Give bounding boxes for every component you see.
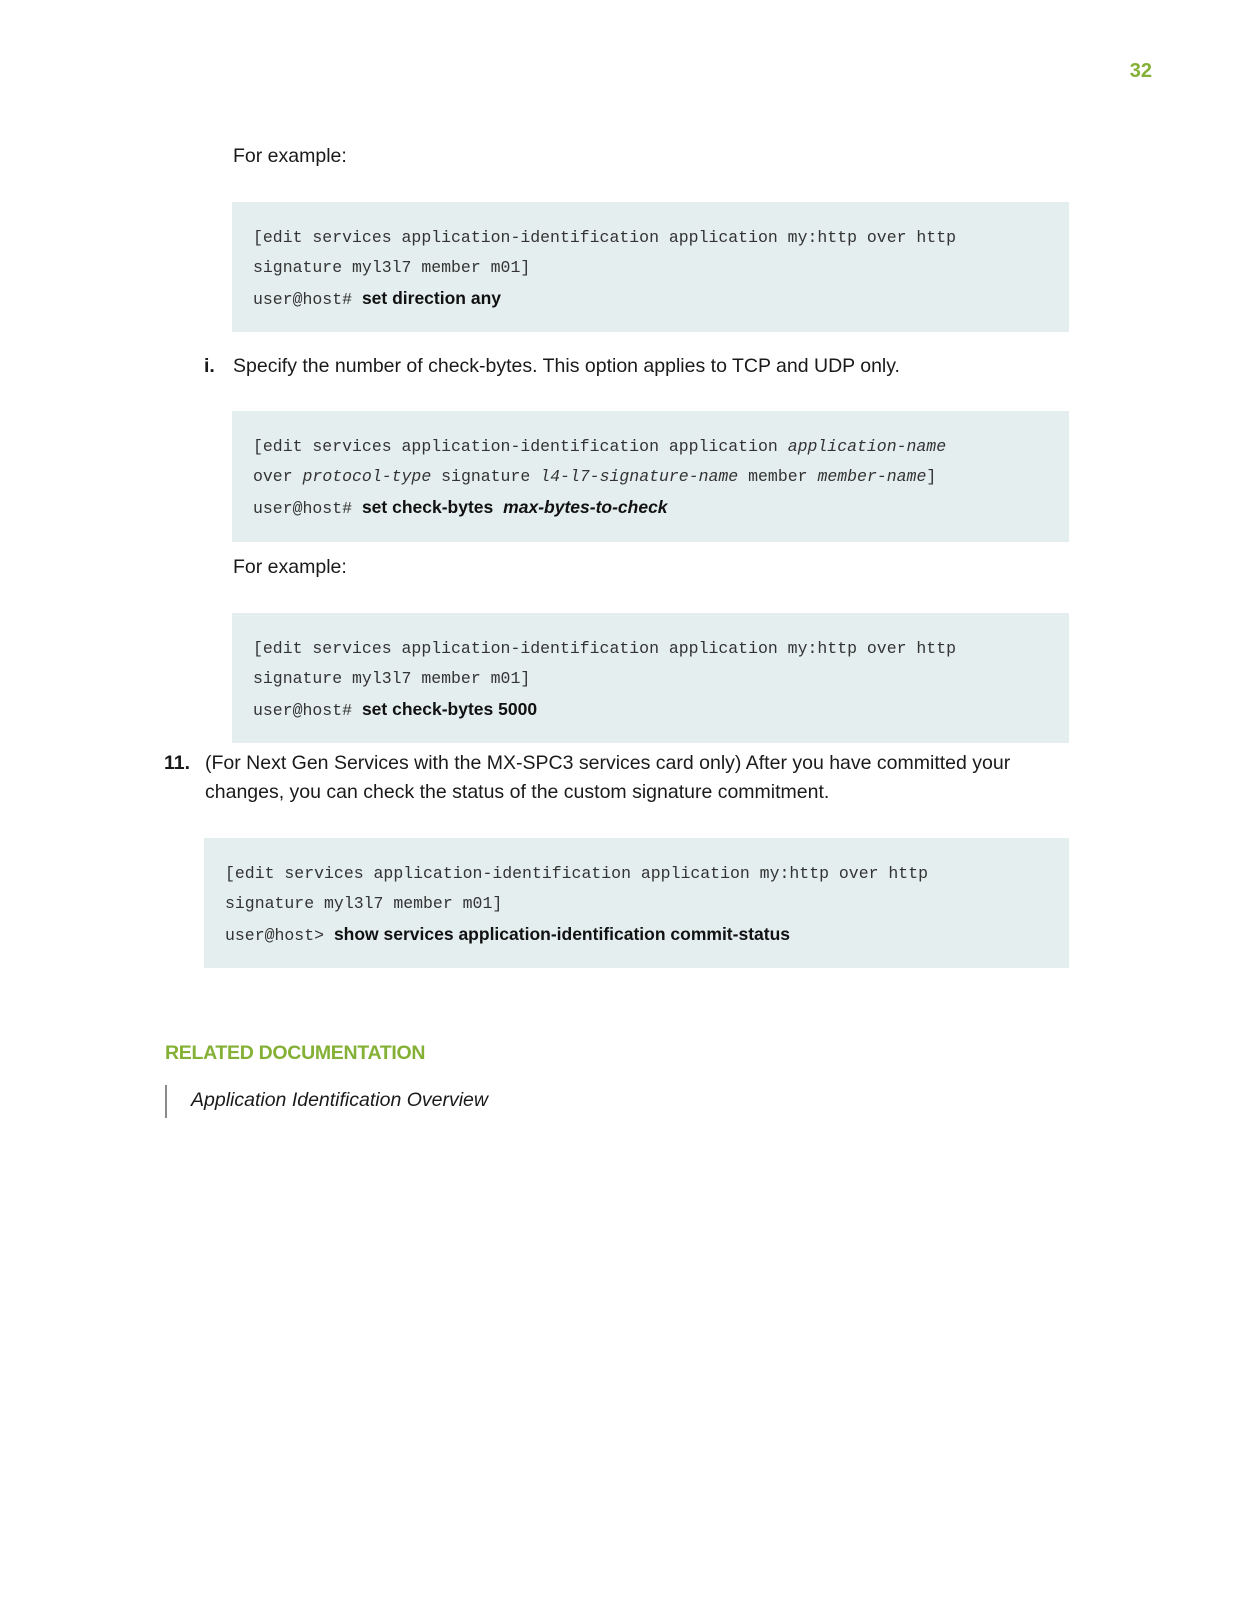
code-variable: protocol-type [302,467,432,486]
cli-command: set check-bytes 5000 [361,699,538,719]
cli-prompt: user@host# [253,290,353,309]
step-marker-i: i. [204,355,215,377]
code-variable: application-name [787,437,947,456]
code-line: [edit services application-identification application my:http over http [225,864,929,883]
cli-command: set direction any [361,288,502,308]
code-line: [edit services application-identification application my:http over http [253,639,957,658]
step-11-text-line1: (For Next Gen Services with the MX-SPC3 services card only) After you have committed your [205,752,1011,774]
code-block-commit-status [204,838,1069,968]
code-line [253,432,1049,462]
cli-prompt: user@host# [253,499,353,518]
code-text: over [253,467,303,486]
code-line [253,283,1049,315]
cli-prompt: user@host> [225,926,325,945]
related-doc-link[interactable]: Application Identification Overview [165,1085,488,1118]
step-marker-11: 11. [164,752,191,774]
step-11-text-line2: changes, you can check the status of the custom signature commitment. [205,781,830,803]
code-line: [edit services application-identification application my:http over http [253,228,957,247]
code-variable: l4-l7-signature-name [540,467,739,486]
for-example-label: For example: [233,556,347,578]
code-block-check-bytes-example [232,613,1069,743]
code-line: signature myl3l7 member m01] [253,669,531,688]
cli-command: show services application-identification commit-status [333,924,791,944]
code-line [225,919,1049,951]
code-variable: member-name [817,467,927,486]
code-line [253,694,1049,726]
related-documentation-heading: RELATED DOCUMENTATION [165,1042,426,1064]
page-number: 32 [1129,60,1152,82]
code-text: member [738,467,818,486]
code-line [253,492,1049,524]
for-example-label: For example: [233,145,347,167]
step-i-text: Specify the number of check-bytes. This option applies to TCP and UDP only. [233,355,900,377]
code-block-check-bytes-syntax [232,411,1069,542]
code-text: signature [431,467,541,486]
cli-command-variable: max-bytes-to-check [503,497,668,517]
code-line [253,462,1049,492]
code-line: signature myl3l7 member m01] [225,894,503,913]
cli-command: set check-bytes [361,497,494,517]
cli-prompt: user@host# [253,701,353,720]
code-block-direction [232,202,1069,332]
code-line: signature myl3l7 member m01] [253,258,531,277]
code-text: ] [926,467,937,486]
code-text: [edit services application-identification application [253,437,788,456]
